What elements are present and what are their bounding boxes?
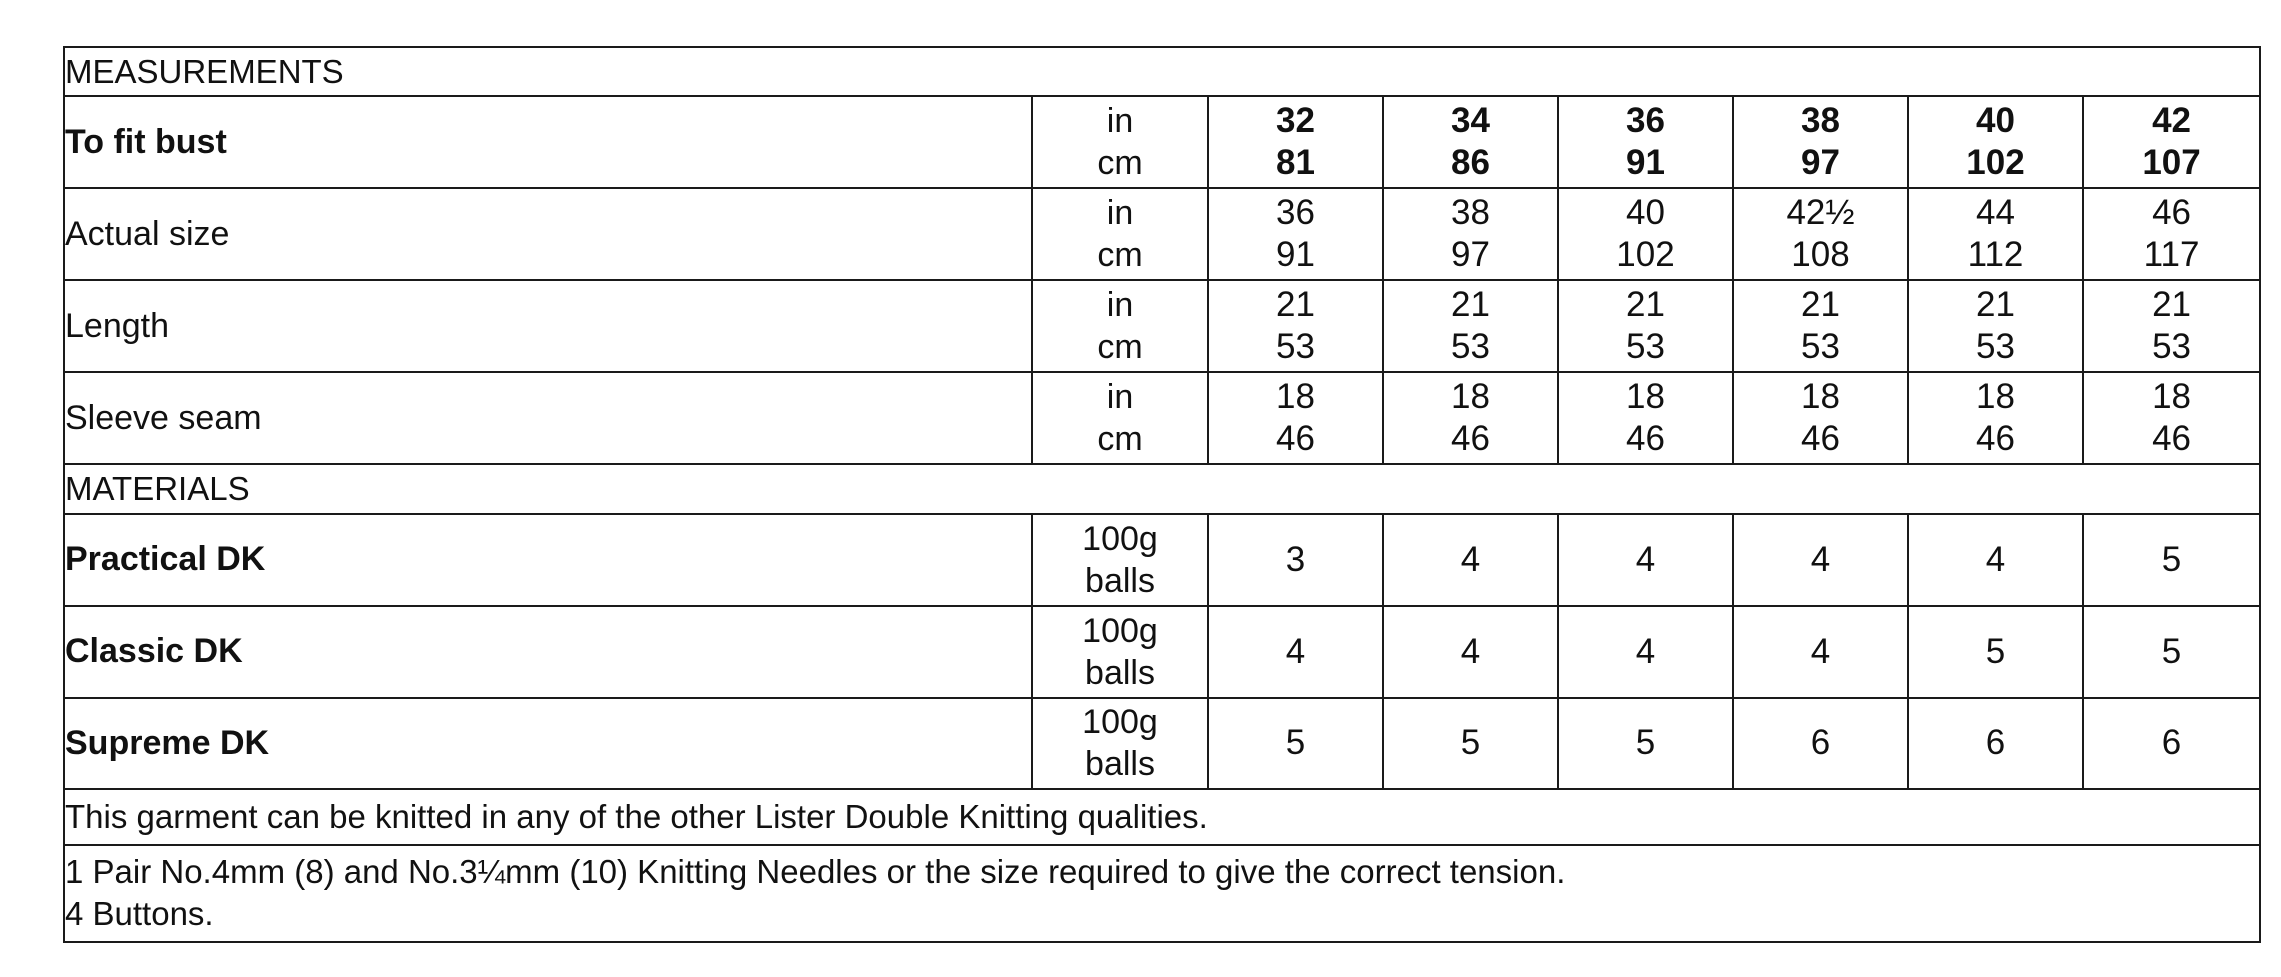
ball-count: 4 <box>1208 606 1383 698</box>
value-cm: 46 <box>2152 419 2191 459</box>
bust-label: To fit bust <box>64 96 1032 188</box>
length-cell <box>1558 280 1733 372</box>
value-in: 46 <box>2152 193 2191 233</box>
value-cm: 108 <box>1791 235 1850 275</box>
length-cell <box>1383 280 1558 372</box>
sleeve-seam-cell <box>2083 372 2260 464</box>
material-units <box>1032 514 1208 606</box>
bust-in: 32 <box>1276 101 1315 141</box>
bust-cm: 107 <box>2142 143 2201 183</box>
bust-cm: 97 <box>1801 143 1840 183</box>
value-in: 18 <box>1276 377 1315 417</box>
actual-size-label: Actual size <box>64 188 1032 280</box>
ball-count: 5 <box>2083 514 2260 606</box>
unit-weight: 100g <box>1082 703 1158 742</box>
sleeve-seam-units <box>1032 372 1208 464</box>
sleeve-seam-row <box>64 372 2260 464</box>
material-name: Classic DK <box>64 606 1032 698</box>
length-units <box>1032 280 1208 372</box>
value-cm: 53 <box>1276 327 1315 367</box>
actual-size-cell <box>1733 188 1908 280</box>
unit-balls: balls <box>1085 561 1155 600</box>
ball-count: 4 <box>1733 606 1908 698</box>
value-cm: 46 <box>1976 419 2015 459</box>
ball-count: 5 <box>1383 698 1558 790</box>
needles-note: 1 Pair No.4mm (8) and No.3¼mm (10) Knitting Needles or the size required to give the correct tension. <box>65 853 1566 891</box>
value-cm: 102 <box>1616 235 1675 275</box>
measurements-header-row <box>64 47 2260 96</box>
actual-size-row <box>64 188 2260 280</box>
material-units <box>1032 698 1208 790</box>
value-in: 18 <box>1451 377 1490 417</box>
value-in: 40 <box>1626 193 1665 233</box>
value-cm: 53 <box>1626 327 1665 367</box>
bust-in: 38 <box>1801 101 1840 141</box>
bust-row <box>64 96 2260 188</box>
needles-note-row <box>64 845 2260 942</box>
knitting-pattern-table <box>63 46 2261 943</box>
value-in: 18 <box>1626 377 1665 417</box>
length-cell <box>2083 280 2260 372</box>
material-row <box>64 606 2260 698</box>
length-cell <box>1733 280 1908 372</box>
unit-cm: cm <box>1097 144 1143 183</box>
value-in: 36 <box>1276 193 1315 233</box>
value-cm: 53 <box>2152 327 2191 367</box>
unit-balls: balls <box>1085 653 1155 692</box>
value-cm: 46 <box>1801 419 1840 459</box>
material-row <box>64 514 2260 606</box>
ball-count: 4 <box>1558 606 1733 698</box>
value-cm: 117 <box>2143 235 2200 275</box>
bust-in: 40 <box>1976 101 2015 141</box>
bust-size-cell <box>1208 96 1383 188</box>
ball-count: 5 <box>1908 606 2083 698</box>
sleeve-seam-cell <box>1383 372 1558 464</box>
ball-count: 5 <box>2083 606 2260 698</box>
value-cm: 91 <box>1276 235 1315 275</box>
actual-size-cell <box>1558 188 1733 280</box>
value-in: 21 <box>1626 285 1665 325</box>
bust-units <box>1032 96 1208 188</box>
ball-count: 4 <box>1383 606 1558 698</box>
unit-weight: 100g <box>1082 611 1158 650</box>
needles-buttons-note <box>64 845 2260 942</box>
ball-count: 6 <box>1733 698 1908 790</box>
unit-cm: cm <box>1097 236 1143 275</box>
value-in: 18 <box>2152 377 2191 417</box>
bust-in: 34 <box>1451 101 1490 141</box>
value-in: 21 <box>2152 285 2191 325</box>
value-cm: 97 <box>1451 235 1490 275</box>
buttons-note: 4 Buttons. <box>65 895 214 933</box>
bust-size-cell <box>1908 96 2083 188</box>
sleeve-seam-label: Sleeve seam <box>64 372 1032 464</box>
value-cm: 53 <box>1801 327 1840 367</box>
qualities-note: This garment can be knitted in any of the other Lister Double Knitting qualities. <box>64 789 2260 845</box>
ball-count: 4 <box>1558 514 1733 606</box>
bust-cm: 102 <box>1966 143 2025 183</box>
value-cm: 46 <box>1451 419 1490 459</box>
materials-header: MATERIALS <box>64 464 2260 513</box>
bust-size-cell <box>1733 96 1908 188</box>
value-in: 42½ <box>1786 193 1855 233</box>
qualities-note-row <box>64 789 2260 845</box>
actual-size-cell <box>1208 188 1383 280</box>
value-cm: 46 <box>1626 419 1665 459</box>
value-in: 21 <box>1976 285 2015 325</box>
value-in: 18 <box>1976 377 2015 417</box>
bust-size-cell <box>1383 96 1558 188</box>
bust-size-cell <box>2083 96 2260 188</box>
material-row <box>64 698 2260 790</box>
bust-cm: 86 <box>1451 143 1490 183</box>
ball-count: 6 <box>2083 698 2260 790</box>
value-in: 21 <box>1451 285 1490 325</box>
value-cm: 46 <box>1276 419 1315 459</box>
bust-cm: 81 <box>1276 143 1315 183</box>
actual-size-cell <box>2083 188 2260 280</box>
value-cm: 53 <box>1976 327 2015 367</box>
measurements-header: MEASUREMENTS <box>64 47 2260 96</box>
bust-in: 42 <box>2152 101 2191 141</box>
unit-cm: cm <box>1097 420 1143 459</box>
length-cell <box>1908 280 2083 372</box>
sleeve-seam-cell <box>1558 372 1733 464</box>
ball-count: 4 <box>1733 514 1908 606</box>
actual-size-cell <box>1908 188 2083 280</box>
unit-in: in <box>1106 102 1134 141</box>
bust-in: 36 <box>1626 101 1665 141</box>
bust-size-cell <box>1558 96 1733 188</box>
value-cm: 112 <box>1967 235 2024 275</box>
value-in: 38 <box>1451 193 1490 233</box>
ball-count: 3 <box>1208 514 1383 606</box>
value-in: 21 <box>1276 285 1315 325</box>
material-name: Practical DK <box>64 514 1032 606</box>
materials-header-row <box>64 464 2260 513</box>
ball-count: 5 <box>1558 698 1733 790</box>
sleeve-seam-cell <box>1908 372 2083 464</box>
material-units <box>1032 606 1208 698</box>
ball-count: 4 <box>1383 514 1558 606</box>
actual-size-cell <box>1383 188 1558 280</box>
ball-count: 4 <box>1908 514 2083 606</box>
ball-count: 5 <box>1208 698 1383 790</box>
ball-count: 6 <box>1908 698 2083 790</box>
unit-in: in <box>1106 194 1134 233</box>
bust-cm: 91 <box>1626 143 1665 183</box>
length-cell <box>1208 280 1383 372</box>
sleeve-seam-cell <box>1733 372 1908 464</box>
value-in: 21 <box>1801 285 1840 325</box>
material-name: Supreme DK <box>64 698 1032 790</box>
unit-weight: 100g <box>1082 519 1158 558</box>
unit-balls: balls <box>1085 745 1155 784</box>
actual-size-units <box>1032 188 1208 280</box>
value-in: 44 <box>1976 193 2015 233</box>
sleeve-seam-cell <box>1208 372 1383 464</box>
unit-in: in <box>1106 286 1134 325</box>
length-row <box>64 280 2260 372</box>
unit-cm: cm <box>1097 328 1143 367</box>
unit-in: in <box>1106 378 1134 417</box>
value-cm: 53 <box>1451 327 1490 367</box>
value-in: 18 <box>1801 377 1840 417</box>
length-label: Length <box>64 280 1032 372</box>
